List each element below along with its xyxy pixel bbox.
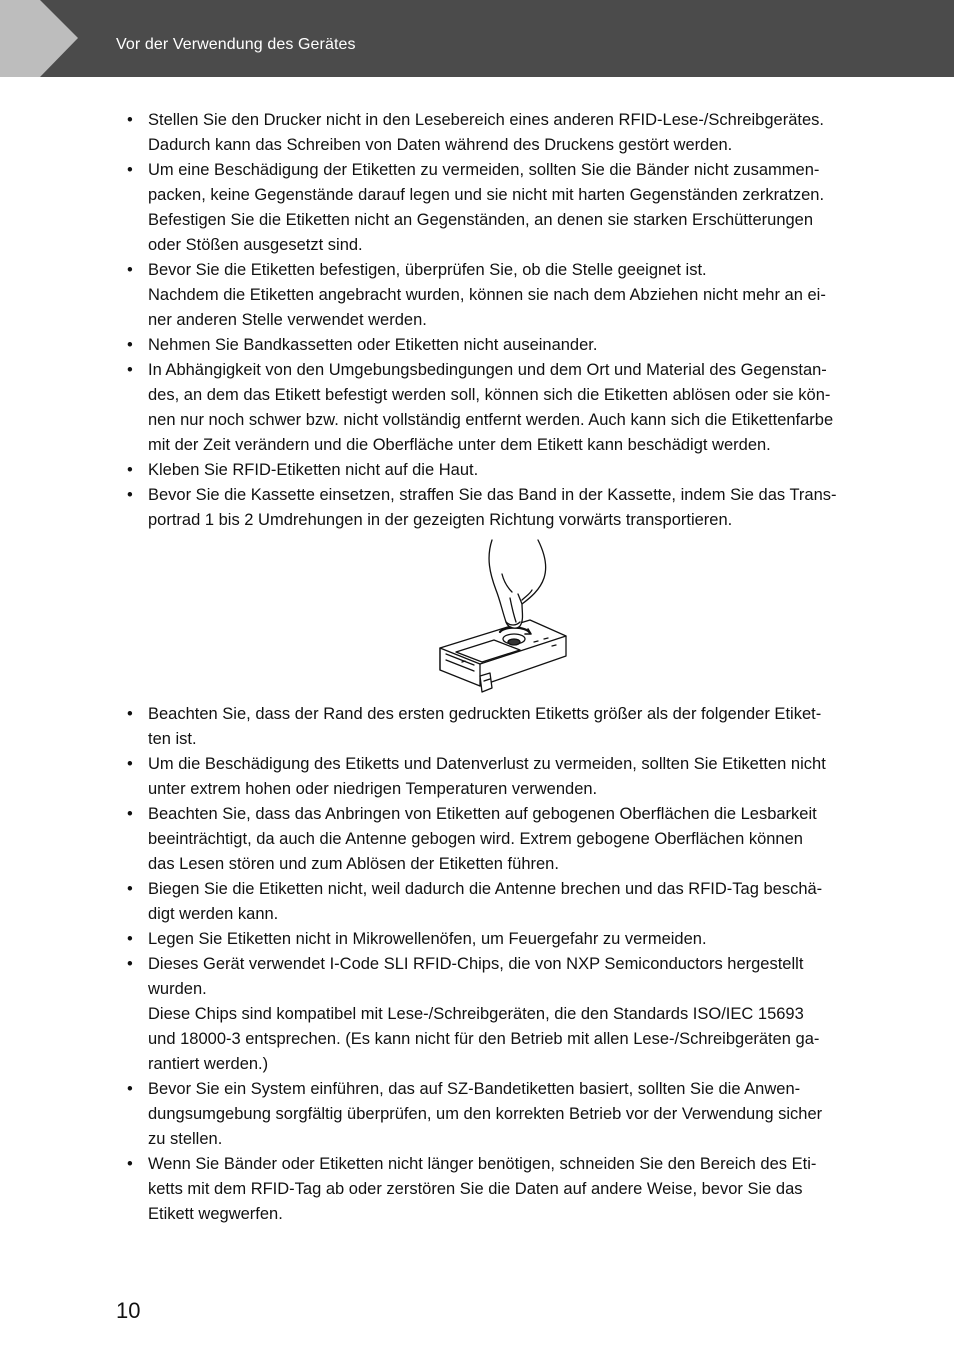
list-item-line: unter extrem hohen oder niedrigen Temperaturen verwenden. xyxy=(148,780,598,798)
list-item-line: Bevor Sie die Kassette einsetzen, straffen Sie das Band in der Kassette, indem Sie das Trans- xyxy=(148,486,837,504)
list-item-line: Beachten Sie, dass der Rand des ersten gedruckten Etiketts größer als der folgender Etiket- xyxy=(148,705,822,723)
list-item-line: Dadurch kann das Schreiben von Daten während des Druckens gestört werden. xyxy=(148,136,733,154)
list-item-line: und 18000-3 entsprechen. (Es kann nicht für den Betrieb mit allen Lese-/Schreibgeräten ga- xyxy=(148,1030,820,1048)
list-item-line: Wenn Sie Bänder oder Etiketten nicht länger benötigen, schneiden Sie den Bereich des Eti- xyxy=(148,1155,817,1173)
list-item-line: ketts mit dem RFID-Tag ab oder zerstören Sie die Daten auf andere Weise, bevor Sie das xyxy=(148,1180,803,1198)
bullet-icon: • xyxy=(127,486,133,504)
list-item xyxy=(124,927,892,952)
list-item xyxy=(124,108,892,158)
list-item xyxy=(124,483,892,533)
bullet-icon: • xyxy=(127,705,133,723)
list-item-line: das Lesen stören und zum Ablösen der Etiketten führen. xyxy=(148,855,559,873)
bullet-icon: • xyxy=(127,461,133,479)
bullet-icon: • xyxy=(127,755,133,773)
list-item-line: Nachdem die Etiketten angebracht wurden, können sie nach dem Abziehen nicht mehr an ei- xyxy=(148,286,826,304)
list-item xyxy=(124,258,892,333)
list-item-line: ten ist. xyxy=(148,730,197,748)
bullet-icon: • xyxy=(127,161,133,179)
list-item xyxy=(124,802,892,877)
list-item-line: packen, keine Gegenstände darauf legen und sie nicht mit harten Gegenständen zerkratzen. xyxy=(148,186,825,204)
list-item-line: nen nur noch schwer bzw. nicht vollständig entfernt werden. Auch kann sich die Etikettenfarbe xyxy=(148,411,834,429)
bullet-icon: • xyxy=(127,880,133,898)
bullet-icon: • xyxy=(127,261,133,279)
chapter-tab-icon xyxy=(0,0,80,77)
list-item-line: dungsumgebung sorgfältig überprüfen, um den korrekten Betrieb vor der Verwendung sicher xyxy=(148,1105,823,1123)
page-header xyxy=(0,0,954,77)
bullet-icon: • xyxy=(127,1155,133,1173)
list-item-line: Um die Beschädigung des Etiketts und Datenverlust zu vermeiden, sollten Sie Etiketten nicht xyxy=(148,755,826,773)
list-item-line: zu stellen. xyxy=(148,1130,223,1148)
bullet-icon: • xyxy=(127,111,133,129)
list-item xyxy=(124,952,892,1077)
list-item-line: Biegen Sie die Etiketten nicht, weil dadurch die Antenne brechen und das RFID-Tag beschä- xyxy=(148,880,823,898)
list-item-line: portrad 1 bis 2 Umdrehungen in der gezeigten Richtung vorwärts transportieren. xyxy=(148,511,733,529)
list-item-line: digt werden kann. xyxy=(148,905,279,923)
list-item-line: Um eine Beschädigung der Etiketten zu vermeiden, sollten Sie die Bänder nicht zusammen- xyxy=(148,161,820,179)
list-item-line: beeinträchtigt, da auch die Antenne gebogen wird. Extrem gebogene Oberflächen können xyxy=(148,830,803,848)
hand-turning-tape-cassette-icon xyxy=(434,538,574,698)
list-item-line: Bevor Sie ein System einführen, das auf SZ-Bandetiketten basiert, sollten Sie die Anwen- xyxy=(148,1080,801,1098)
list-item-line: Diese Chips sind kompatibel mit Lese-/Schreibgeräten, die den Standards ISO/IEC 15693 xyxy=(148,1005,804,1023)
list-item-line: ner anderen Stelle verwendet werden. xyxy=(148,311,427,329)
list-item-line: Befestigen Sie die Etiketten nicht an Gegenständen, an denen sie starken Erschütterungen xyxy=(148,211,814,229)
list-item-line: des, an dem das Etikett befestigt werden soll, können sich die Etiketten ablösen oder sie kön- xyxy=(148,386,831,404)
page-number: 10 xyxy=(116,1298,141,1323)
list-item xyxy=(124,702,892,752)
list-item-line: oder Stößen ausgesetzt sind. xyxy=(148,236,363,254)
list-item xyxy=(124,358,892,458)
bullet-icon: • xyxy=(127,930,133,948)
list-item-line: Stellen Sie den Drucker nicht in den Lesebereich eines anderen RFID-Lese-/Schreibgerätes. xyxy=(148,111,824,129)
list-item xyxy=(124,752,892,802)
list-item-line: rantiert werden.) xyxy=(148,1055,269,1073)
bullet-icon: • xyxy=(127,1080,133,1098)
bullet-icon: • xyxy=(127,955,133,973)
list-item xyxy=(124,158,892,258)
list-item xyxy=(124,1152,892,1227)
notes-list-bottom xyxy=(124,702,892,1227)
list-item-line: Kleben Sie RFID-Etiketten nicht auf die Haut. xyxy=(148,461,479,479)
list-item-line: Nehmen Sie Bandkassetten oder Etiketten nicht auseinander. xyxy=(148,336,598,354)
list-item-line: Bevor Sie die Etiketten befestigen, überprüfen Sie, ob die Stelle geeignet ist. xyxy=(148,261,707,279)
bullet-icon: • xyxy=(127,361,133,379)
chapter-title: Vor der Verwendung des Gerätes xyxy=(116,36,356,53)
list-item-line: Beachten Sie, dass das Anbringen von Etiketten auf gebogenen Oberflächen die Lesbarkeit xyxy=(148,805,817,823)
list-item xyxy=(124,458,892,483)
list-item xyxy=(124,1077,892,1152)
bullet-icon: • xyxy=(127,805,133,823)
list-item-line: Legen Sie Etiketten nicht in Mikrowellenöfen, um Feuergefahr zu vermeiden. xyxy=(148,930,707,948)
list-item-line: In Abhängigkeit von den Umgebungsbedingungen und dem Ort und Material des Gegenstan- xyxy=(148,361,827,379)
list-item-line: Dieses Gerät verwendet I-Code SLI RFID-Chips, die von NXP Semiconductors hergestellt xyxy=(148,955,804,973)
list-item-line: mit der Zeit verändern und die Oberfläche unter dem Etikett kann beschädigt werden. xyxy=(148,436,771,454)
notes-list-top xyxy=(124,108,892,533)
bullet-icon: • xyxy=(127,336,133,354)
list-item-line: wurden. xyxy=(148,980,207,998)
list-item-line: Etikett wegwerfen. xyxy=(148,1205,283,1223)
list-item xyxy=(124,877,892,927)
list-item xyxy=(124,333,892,358)
